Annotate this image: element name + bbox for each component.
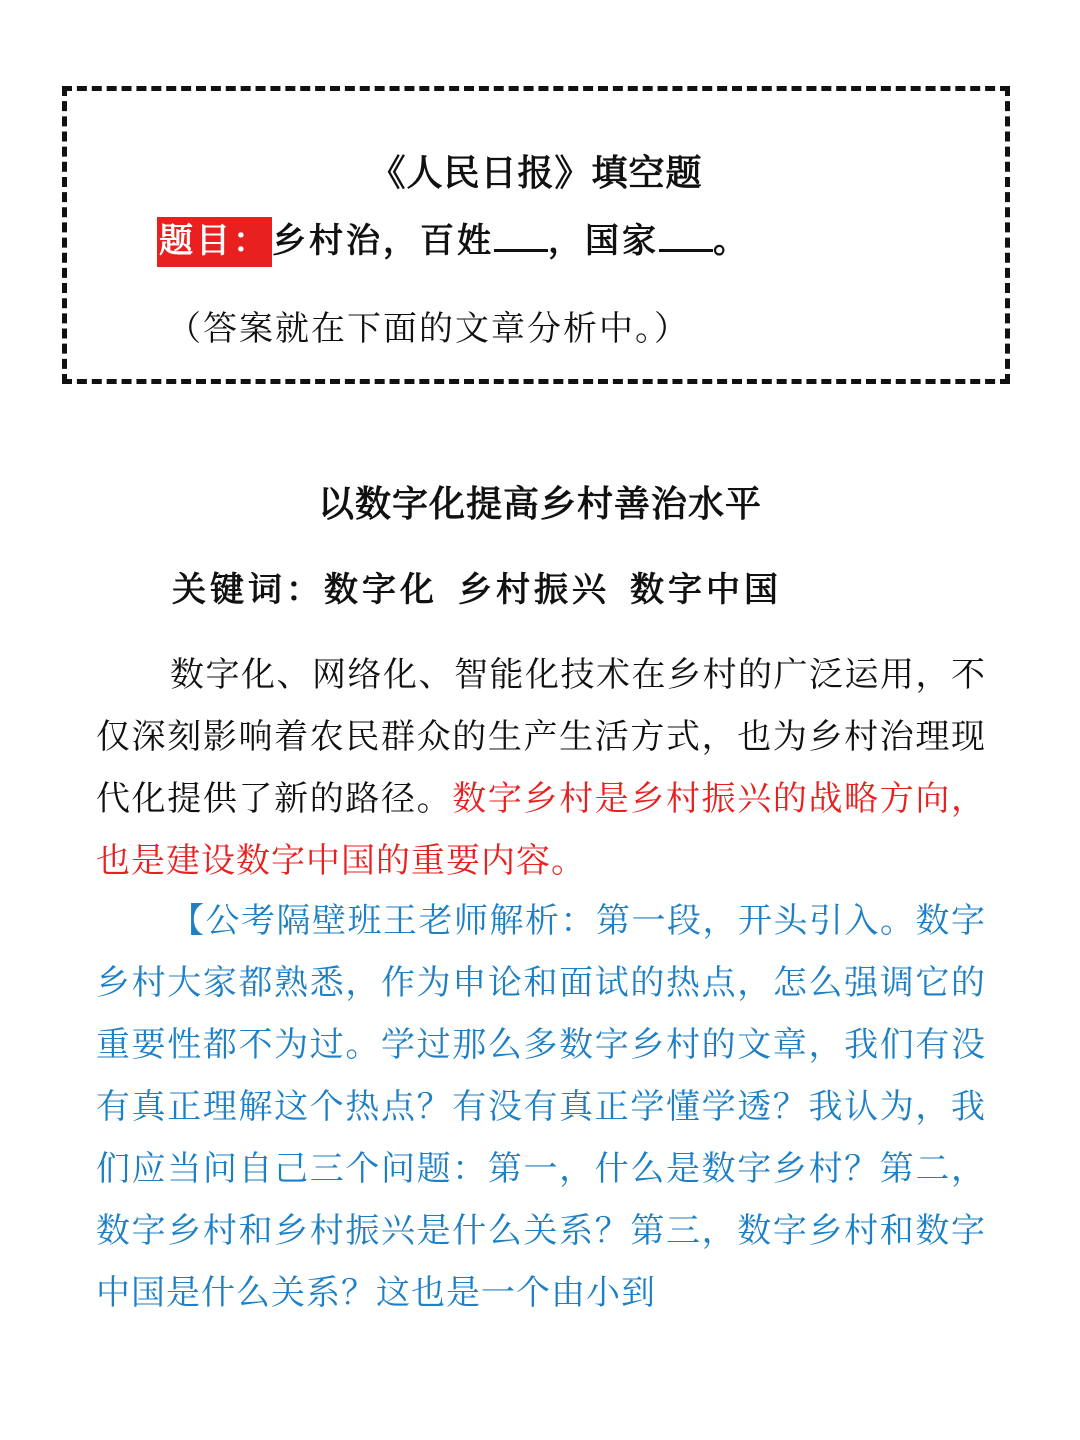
question-label: 题目： xyxy=(157,217,272,267)
paragraph-1-highlight: 数字乡村是乡村振兴的战略方向，也是建设数字中国的重要内容。 xyxy=(96,779,986,881)
paragraph-1-text: 数字化、网络化、智能化技术在乡村的广泛运用，不仅深刻影响着农民群众的生产生活方式，也为乡村治理现代化提供了新的路径。 xyxy=(96,655,986,819)
question-line xyxy=(157,213,750,262)
article-title: 以数字化提高乡村善治水平 xyxy=(317,483,762,525)
analysis-paragraph: 【公考隔壁班王老师解析：第一段，开头引入。数字乡村大家都熟悉，作为申论和面试的热点，怎么强调它的重要性都不为过。学过那么多数字乡村的文章，我们有没有真正理解这个热点？有没有真正学懂学透？我认为，我们应当问自己三个问题：第一，什么是数字乡村？第二，数字乡村和乡村振兴是什么关系？第三，数字乡村和数字中国是什么关系？这也是一个由小到 xyxy=(96,901,986,1313)
keyword-3: 数字中国 xyxy=(630,570,782,610)
keywords-label: 关键词： xyxy=(172,570,324,610)
keyword-2: 乡村振兴 xyxy=(458,570,610,610)
keywords-line xyxy=(172,562,782,611)
keyword-1: 数字化 xyxy=(324,570,438,610)
answer-blank-2 xyxy=(659,223,713,252)
question-box-title: 《人民日报》填空题 xyxy=(369,152,703,194)
question-box xyxy=(62,86,1010,384)
answer-blank-1 xyxy=(494,223,548,252)
article-paragraph-1 xyxy=(96,644,986,892)
question-segment-1: 乡村治，百姓 xyxy=(272,221,494,261)
question-segment-3: 。 xyxy=(713,221,750,261)
answer-hint: （答案就在下面的文章分析中。） xyxy=(167,309,690,349)
question-segment-2: ，国家 xyxy=(548,221,659,261)
